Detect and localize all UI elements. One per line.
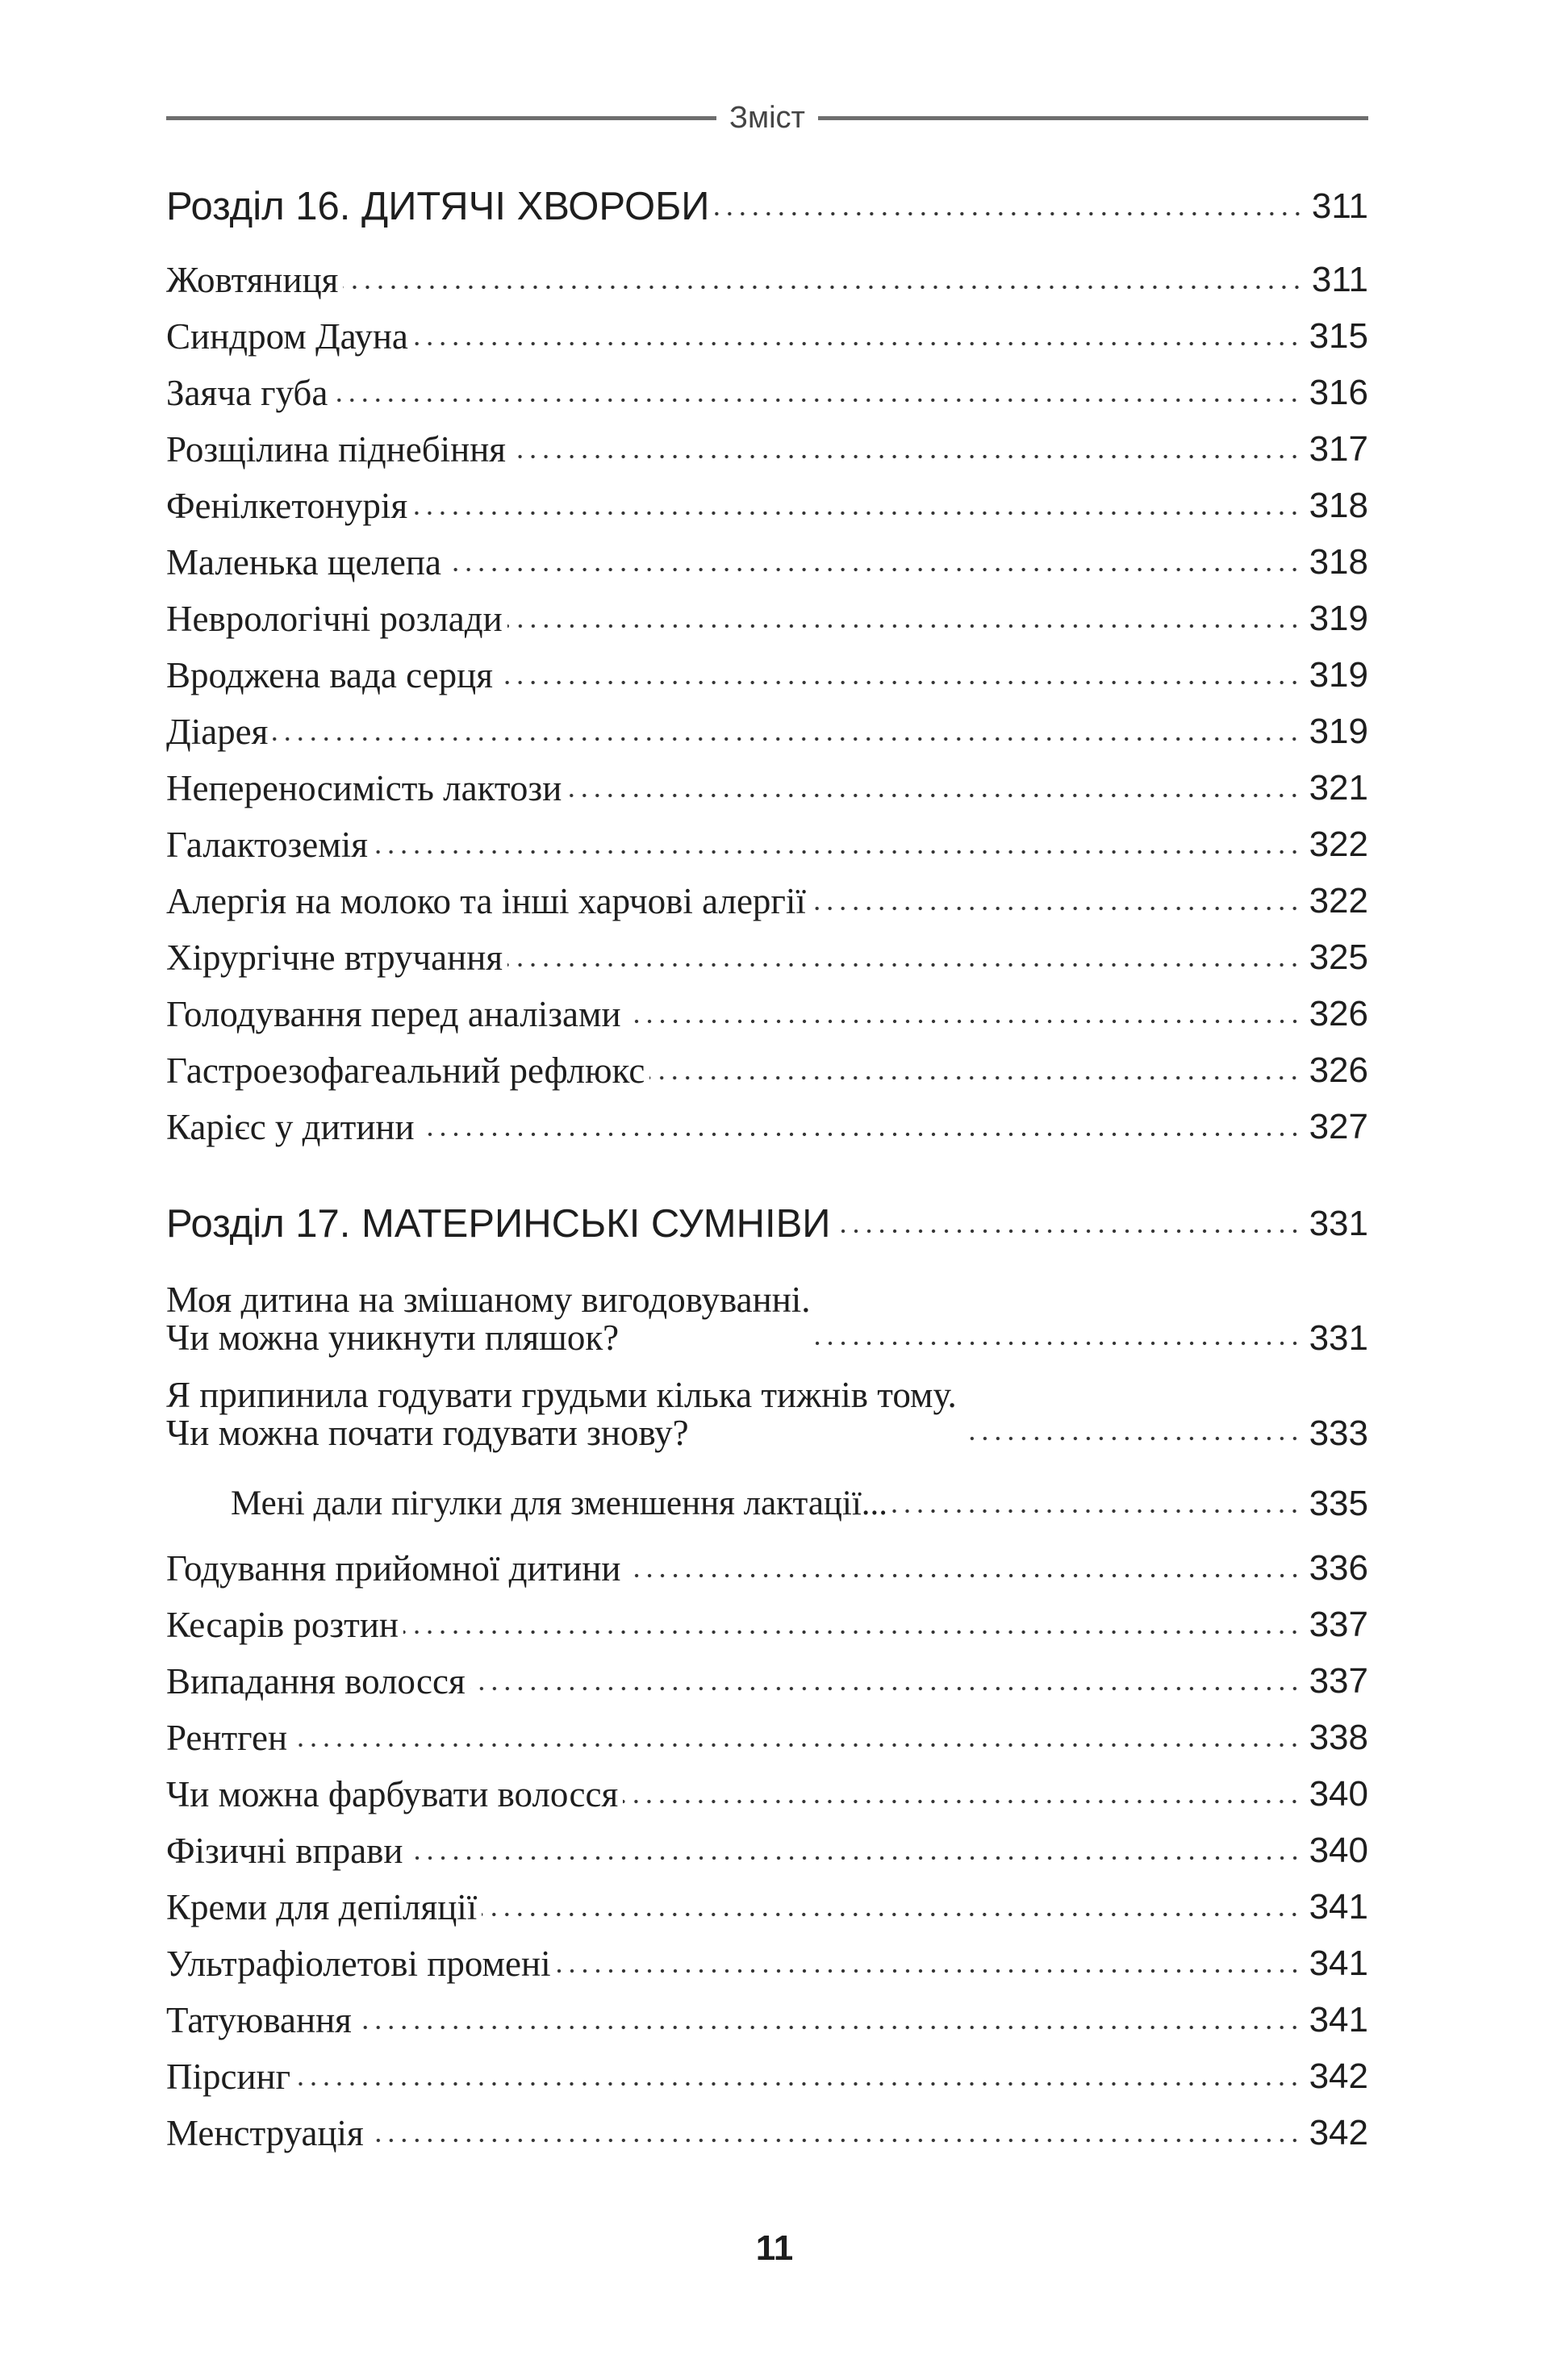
toc-entry-page: 318 <box>1309 542 1368 582</box>
dot-leader <box>420 1130 1301 1138</box>
toc-entry[interactable] <box>166 470 1368 527</box>
toc-entry-title: Татуювання <box>166 2000 352 2040</box>
dot-leader <box>962 1434 1301 1443</box>
dot-leader <box>373 848 1301 856</box>
toc-entry-page: 317 <box>1309 429 1368 469</box>
header-rule-left <box>166 116 716 120</box>
toc-entry[interactable] <box>166 527 1368 583</box>
toc-entry[interactable] <box>166 1035 1368 1092</box>
toc-entry-page: 319 <box>1309 712 1368 751</box>
dot-leader <box>649 1074 1301 1082</box>
dot-leader <box>413 340 1301 348</box>
toc-entry-title: Розділ 17. МАТЕРИНСЬКІ СУМНІВИ <box>166 1202 831 1246</box>
toc-entry-title: Менструація <box>166 2113 364 2153</box>
toc-entry[interactable] <box>166 922 1368 979</box>
toc-entry-title: Фенілкетонурія <box>166 486 408 526</box>
toc-entry-title: Алергія на молоко та інші харчові алергії <box>166 881 806 921</box>
toc-entry-title: Розщілина піднебіння <box>166 429 506 470</box>
toc-entry-title: Голодування перед аналізами <box>166 994 621 1034</box>
dot-leader <box>332 396 1301 404</box>
dot-leader <box>715 210 1304 218</box>
dot-leader <box>369 2136 1301 2144</box>
dot-leader <box>892 1507 1301 1515</box>
header-rule-right <box>818 116 1368 120</box>
toc-entry[interactable] <box>166 301 1368 357</box>
toc-entry-page: 325 <box>1309 937 1368 977</box>
toc-entry-title: Креми для депіляції <box>166 1887 478 1927</box>
toc-entry-page: 326 <box>1309 1050 1368 1090</box>
toc-entry-title: Моя дитина на змішаному вигодовуванні. Чи можна уникнути пляшок? <box>166 1280 811 1358</box>
toc-entry-title: Випадання волосся <box>166 1661 466 1701</box>
toc-entry[interactable] <box>166 1357 1368 1452</box>
toc-entry[interactable] <box>166 696 1368 753</box>
toc-entry[interactable] <box>166 979 1368 1035</box>
toc-entry[interactable] <box>166 2098 1368 2154</box>
toc-entry-page: 322 <box>1309 825 1368 864</box>
toc-entry[interactable] <box>166 753 1368 809</box>
toc-entry-title: Кесарів розтин <box>166 1605 399 1645</box>
dot-leader <box>295 2080 1301 2088</box>
toc-entry-page: 342 <box>1309 2056 1368 2096</box>
toc-entry-title: Пірсинг <box>166 2056 291 2097</box>
toc-entry-page: 322 <box>1309 881 1368 921</box>
dot-leader <box>511 453 1301 461</box>
running-header <box>166 102 1368 134</box>
dot-leader <box>566 791 1301 800</box>
toc-entry-page: 337 <box>1309 1605 1368 1644</box>
toc-chapter-heading[interactable] <box>166 1196 1368 1245</box>
toc-entry-page: 315 <box>1309 316 1368 356</box>
toc-entry-page: 311 <box>1311 260 1368 299</box>
toc-entry-title: Карієс у дитини <box>166 1107 415 1147</box>
toc-entry-title: Рентген <box>166 1718 288 1758</box>
toc-entry-page: 333 <box>1309 1413 1368 1453</box>
toc-entry[interactable] <box>166 1872 1368 1928</box>
dot-leader <box>623 1798 1301 1806</box>
toc-entry-page: 331 <box>1309 1204 1368 1243</box>
dot-leader <box>626 1017 1301 1025</box>
toc-entry-page: 316 <box>1309 373 1368 412</box>
toc-entry[interactable] <box>166 1702 1368 1759</box>
dot-leader <box>292 1741 1301 1749</box>
dot-leader <box>403 1628 1301 1636</box>
toc-entry[interactable] <box>166 1460 1368 1525</box>
toc-entry-title: Жовтяниця <box>166 260 339 300</box>
toc-entry[interactable] <box>166 1262 1368 1357</box>
dot-leader <box>836 1227 1301 1235</box>
toc-entry-title: Синдром Дауна <box>166 316 408 357</box>
toc-entry-title: Чи можна фарбувати волосся <box>166 1774 619 1814</box>
dot-leader <box>446 566 1301 574</box>
toc-chapter-heading[interactable] <box>166 179 1368 228</box>
toc-entry-title: Галактоземія <box>166 825 368 865</box>
toc-entry-page: 341 <box>1309 1944 1368 1983</box>
page-number: 11 <box>755 2228 794 2268</box>
toc-entry[interactable] <box>166 1759 1368 1815</box>
toc-entry-title: Хірургічне втручання <box>166 937 503 978</box>
toc-entry-title: Мені дали пігулки для зменшення лактації... <box>231 1484 888 1522</box>
toc-entry-title: Фізичні вправи <box>166 1831 403 1871</box>
toc-entry-title: Розділ 16. ДИТЯЧІ ХВОРОБИ <box>166 185 710 228</box>
toc-entry[interactable] <box>166 1985 1368 2041</box>
toc-entry-page: 335 <box>1309 1484 1368 1523</box>
toc-entry[interactable] <box>166 1092 1368 1148</box>
toc-entry[interactable] <box>166 244 1368 301</box>
toc-entry-page: 341 <box>1309 1887 1368 1927</box>
toc-entry[interactable] <box>166 357 1368 414</box>
dot-leader <box>343 283 1303 291</box>
toc-entry[interactable] <box>166 414 1368 470</box>
dot-leader <box>357 2023 1301 2031</box>
toc-entry[interactable] <box>166 1815 1368 1872</box>
toc-entry[interactable] <box>166 2041 1368 2098</box>
toc-entry-title: Маленька щелепа <box>166 542 441 582</box>
toc-entry-page: 319 <box>1309 599 1368 638</box>
toc-entry-title: Гастроезофагеальний рефлюкс <box>166 1050 645 1091</box>
toc-entry-title: Вроджена вада серця <box>166 655 493 695</box>
toc-entry-page: 338 <box>1309 1718 1368 1757</box>
toc-entry-page: 340 <box>1309 1774 1368 1814</box>
toc-entry-page: 327 <box>1309 1107 1368 1146</box>
toc-entry[interactable] <box>166 583 1368 640</box>
dot-leader <box>811 904 1301 912</box>
dot-leader <box>408 1854 1301 1862</box>
toc-entry-page: 342 <box>1309 2113 1368 2152</box>
toc-entry[interactable] <box>166 1928 1368 1985</box>
dot-leader <box>273 735 1301 743</box>
toc-entry-title: Непереносимість лактози <box>166 768 562 808</box>
toc-entry-title: Неврологічні розлади <box>166 599 503 639</box>
toc-entry-title: Я припинила годувати грудьми кілька тижнів тому. Чи можна почати годувати знову? <box>166 1375 957 1453</box>
toc-entry[interactable] <box>166 809 1368 866</box>
toc-entry-page: 311 <box>1311 186 1368 226</box>
toc-entry-page: 321 <box>1309 768 1368 808</box>
toc-entry-page: 318 <box>1309 486 1368 525</box>
dot-leader <box>626 1572 1301 1580</box>
toc-entry-page: 341 <box>1309 2000 1368 2040</box>
dot-leader <box>412 509 1301 517</box>
header-title: Зміст <box>729 100 805 135</box>
dot-leader <box>816 1339 1301 1347</box>
toc-entry-page: 337 <box>1309 1661 1368 1701</box>
dot-leader <box>470 1685 1301 1693</box>
toc-entry-page: 331 <box>1309 1318 1368 1358</box>
toc-entry-title: Заяча губа <box>166 373 328 413</box>
toc-entry-page: 319 <box>1309 655 1368 695</box>
table-of-contents <box>166 179 1368 2154</box>
toc-entry[interactable] <box>166 1589 1368 1646</box>
toc-entry-page: 340 <box>1309 1831 1368 1870</box>
toc-entry[interactable] <box>166 1525 1368 1589</box>
toc-entry-title: Годування прийомної дитини <box>166 1548 621 1589</box>
toc-entry[interactable] <box>166 866 1368 922</box>
dot-leader <box>498 679 1301 687</box>
dot-leader <box>507 961 1301 969</box>
dot-leader <box>507 622 1301 630</box>
toc-entry[interactable] <box>166 1646 1368 1702</box>
dot-leader <box>556 1967 1301 1975</box>
toc-entry-page: 326 <box>1309 994 1368 1033</box>
dot-leader <box>482 1910 1301 1919</box>
toc-entry[interactable] <box>166 640 1368 696</box>
toc-entry-page: 336 <box>1309 1548 1368 1588</box>
toc-entry-title: Діарея <box>166 712 269 752</box>
toc-entry-title: Ультрафіолетові промені <box>166 1944 551 1984</box>
